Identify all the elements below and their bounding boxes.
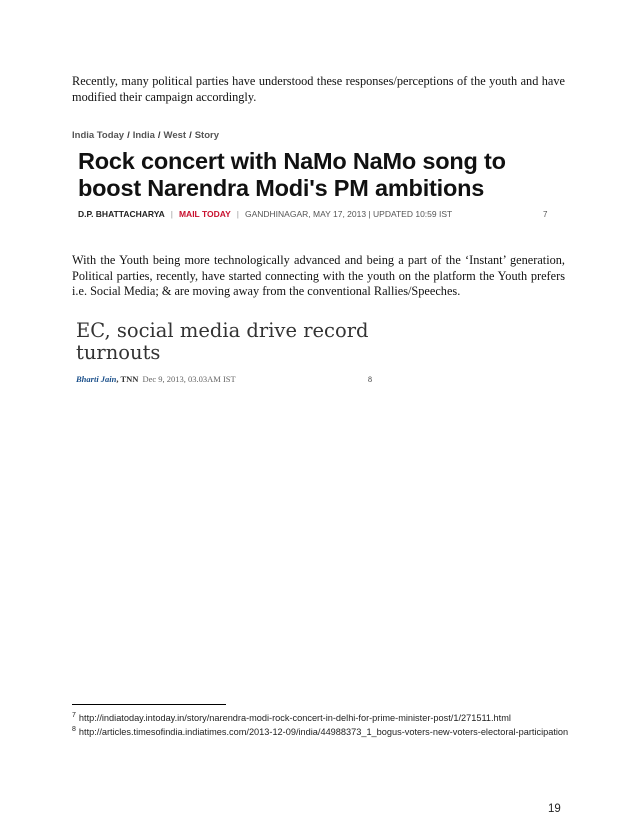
article-headline: Rock concert with NaMo NaMo song to boost Narendra Modi's PM ambitions (78, 148, 506, 201)
body-paragraph-1: Recently, many political parties have understood these responses/perceptions of the youth and have modified their campaign accordingly. (72, 74, 565, 104)
footnote-number: 7 (72, 711, 76, 719)
page-number: 19 (548, 803, 561, 815)
article-byline (76, 374, 236, 384)
breadcrumb (72, 130, 219, 141)
breadcrumb-separator: / (189, 130, 192, 141)
footnote-link[interactable]: http://articles.timesofindia.indiatimes.com/2013-12-09/india/44988373_1_bogus-voters-new-voters-electoral-participation (78, 727, 569, 737)
footnote-link[interactable]: http://indiatoday.intoday.in/story/narendra-modi-rock-concert-in-delhi-for-prime-minister-post/1/271511.html (78, 713, 511, 723)
footnote (72, 725, 572, 739)
article-source: , TNN (116, 374, 139, 384)
footnotes (72, 711, 572, 739)
breadcrumb-separator: / (127, 130, 130, 141)
breadcrumb-item[interactable]: India Today (72, 130, 125, 141)
article-date: Dec 9, 2013, 03.03AM IST (142, 374, 236, 384)
footnote-number: 8 (72, 725, 76, 733)
breadcrumb-item[interactable]: West (163, 130, 187, 141)
article-byline (78, 209, 452, 219)
breadcrumb-separator: / (157, 130, 161, 141)
footnote-reference: 7 (543, 210, 548, 219)
article-source[interactable]: MAIL TODAY (178, 209, 231, 219)
breadcrumb-item[interactable]: India (132, 130, 155, 141)
byline-separator: | (236, 209, 239, 219)
body-paragraph-2: With the Youth being more technologically advanced and being a part of the ‘Instant’ generation, Political parties, recently, have started connecting with the youth on the platform the Youth prefers i.e. Social Media; & are moving away from the conventional Rallies/Speeches. (72, 253, 565, 299)
article-author: D.P. BHATTACHARYA (78, 209, 165, 219)
article-dateline: GANDHINAGAR, MAY 17, 2013 | UPDATED 10:59 IST (244, 209, 453, 219)
article-headline: EC, social media drive record turnouts (76, 319, 369, 364)
breadcrumb-item: Story (194, 130, 220, 141)
news-clipping-toi (72, 320, 392, 390)
article-author[interactable]: Bharti Jain (76, 374, 117, 384)
byline-separator: | (170, 209, 173, 219)
footnote-divider (72, 704, 226, 705)
footnote (72, 711, 572, 725)
footnote-reference: 8 (368, 375, 372, 384)
news-clipping-india-today (72, 130, 564, 225)
